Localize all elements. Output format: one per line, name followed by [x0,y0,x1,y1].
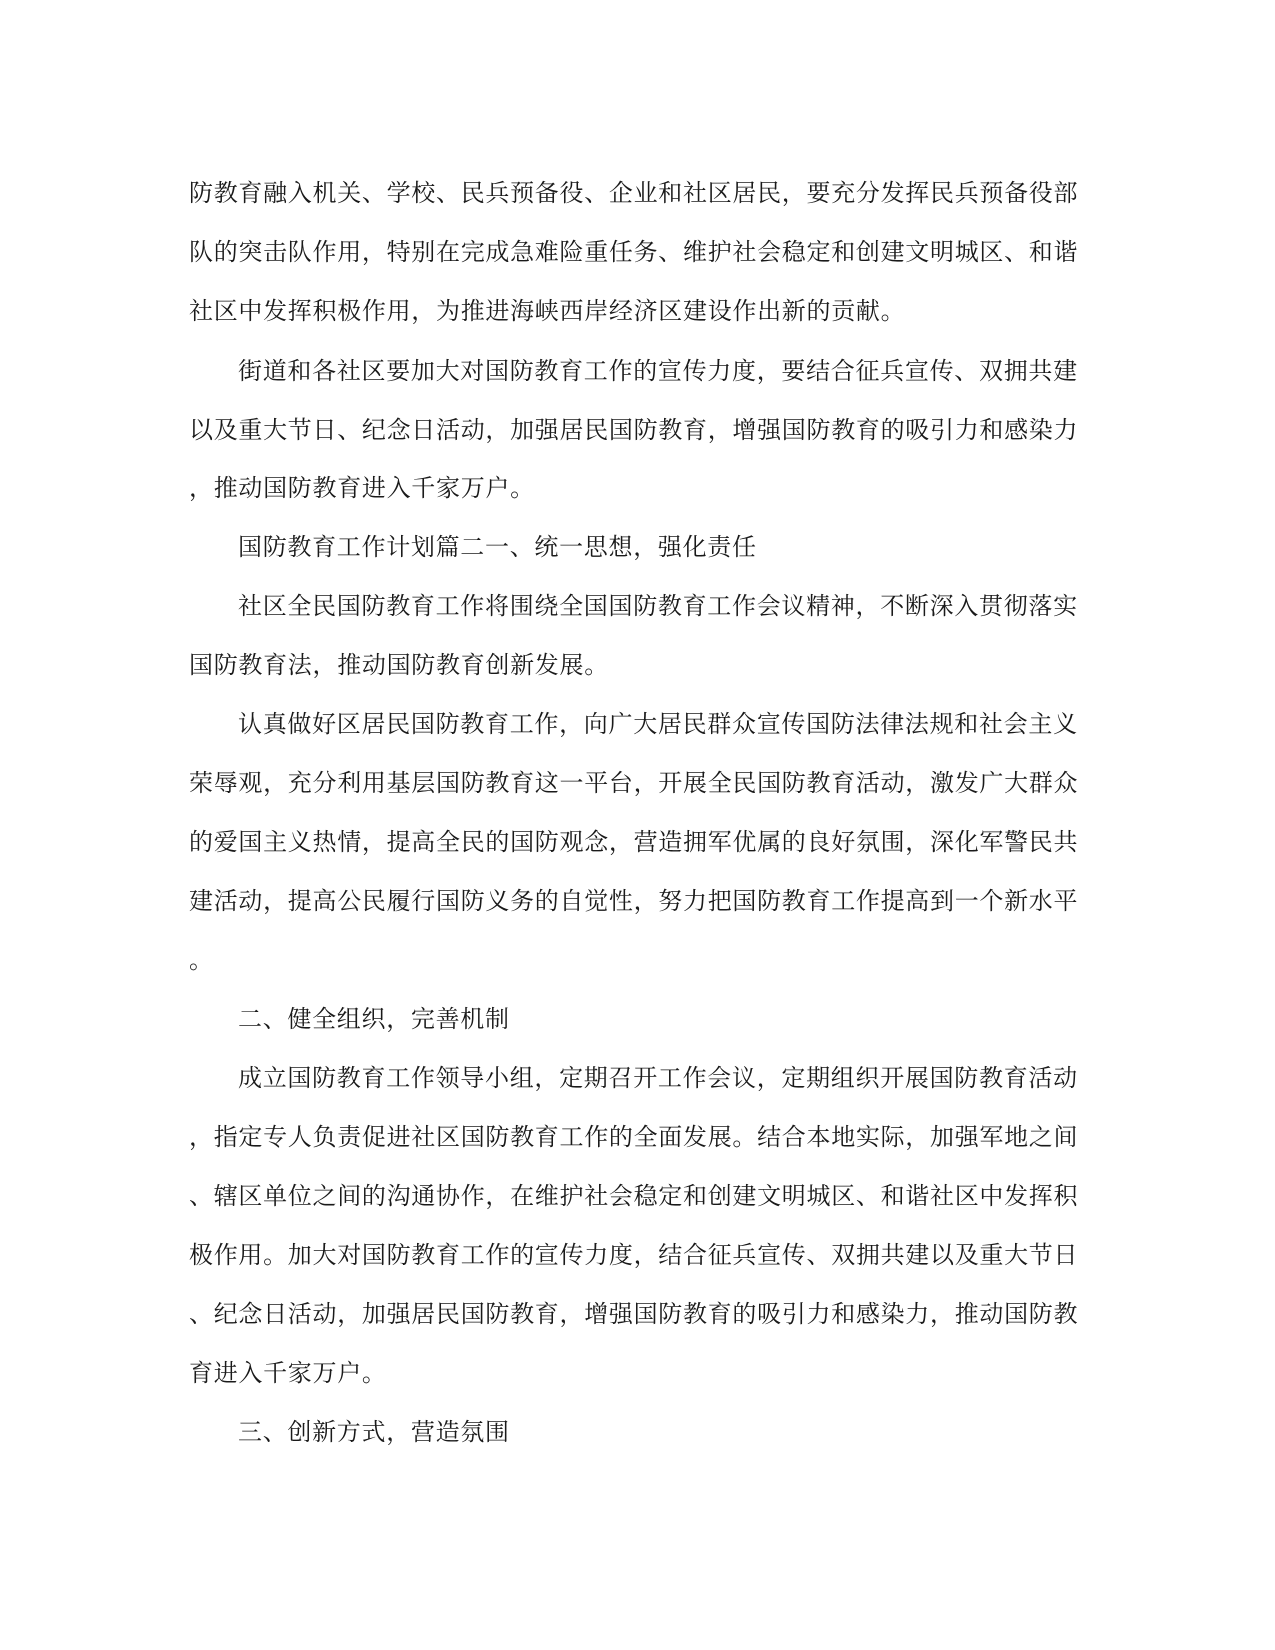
text-line: ，推动国防教育进入千家万户。 [189,474,535,502]
paragraph-first-line: 认真做好区居民国防教育工作，向广大居民群众宣传国防法律法规和社会主义 [238,710,1078,738]
text-line: 、纪念日活动，加强居民国防教育，增强国防教育的吸引力和感染力，推动国防教 [189,1300,1079,1328]
text-line: 荣辱观，充分利用基层国防教育这一平台，开展全民国防教育活动，激发广大群众 [189,769,1079,797]
text-line: 的爱国主义热情，提高全民的国防观念，营造拥军优属的良好氛围，深化军警民共 [189,828,1079,856]
paragraph-first-line: 街道和各社区要加大对国防教育工作的宣传力度，要结合征兵宣传、双拥共建 [238,357,1078,385]
text-line: 社区中发挥积极作用，为推进海峡西岸经济区建设作出新的贡献。 [189,297,906,325]
section-heading: 二、健全组织，完善机制 [238,1005,510,1033]
text-line: 。 [189,946,214,974]
paragraph-first-line: 社区全民国防教育工作将围绕全国国防教育工作会议精神，不断深入贯彻落实 [238,592,1078,620]
text-line: 极作用。加大对国防教育工作的宣传力度，结合征兵宣传、双拥共建以及重大节日 [189,1241,1079,1269]
section-heading: 三、创新方式，营造氛围 [238,1418,510,1446]
paragraph-first-line: 成立国防教育工作领导小组，定期召开工作会议，定期组织开展国防教育活动 [238,1064,1078,1092]
text-line: 队的突击队作用，特别在完成急难险重任务、维护社会稳定和创建文明城区、和谐 [189,238,1079,266]
text-line: 防教育融入机关、学校、民兵预备役、企业和社区居民，要充分发挥民兵预备役部 [189,179,1079,207]
section-heading: 国防教育工作计划篇二一、统一思想，强化责任 [238,533,757,561]
text-line: 、辖区单位之间的沟通协作，在维护社会稳定和创建文明城区、和谐社区中发挥积 [189,1182,1079,1210]
text-line: ，指定专人负责促进社区国防教育工作的全面发展。结合本地实际，加强军地之间 [189,1123,1079,1151]
text-line: 以及重大节日、纪念日活动，加强居民国防教育，增强国防教育的吸引力和感染力 [189,416,1079,444]
text-line: 育进入千家万户。 [189,1359,387,1387]
text-line: 建活动，提高公民履行国防义务的自觉性，努力把国防教育工作提高到一个新水平 [189,887,1079,915]
text-line: 国防教育法，推动国防教育创新发展。 [189,651,609,679]
